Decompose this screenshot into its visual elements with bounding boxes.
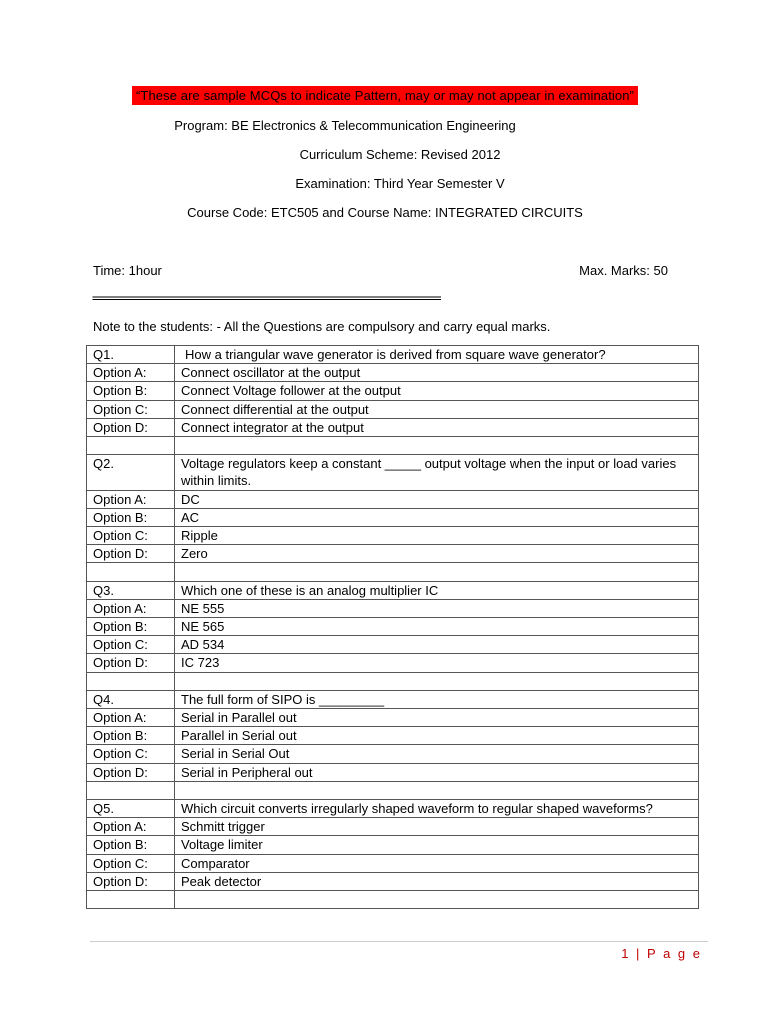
option-label: Option B: — [87, 618, 175, 636]
blank-cell — [87, 563, 175, 581]
option-row — [87, 854, 699, 872]
page-number: 1 — [621, 946, 631, 961]
footer-divider — [90, 941, 708, 942]
option-text: Schmitt trigger — [175, 818, 699, 836]
question-row — [87, 581, 699, 599]
option-row — [87, 527, 699, 545]
option-row — [87, 636, 699, 654]
option-label: Option A: — [87, 364, 175, 382]
option-text: Serial in Serial Out — [175, 745, 699, 763]
option-row — [87, 508, 699, 526]
option-label: Option A: — [87, 490, 175, 508]
program-line: Program: BE Electronics & Telecommunication Engineering — [174, 118, 516, 133]
option-text: Comparator — [175, 854, 699, 872]
blank-row — [87, 672, 699, 690]
option-label: Option D: — [87, 545, 175, 563]
course-line: Course Code: ETC505 and Course Name: INTEGRATED CIRCUITS — [187, 205, 583, 220]
option-text: Voltage limiter — [175, 836, 699, 854]
question-row — [87, 800, 699, 818]
option-row — [87, 400, 699, 418]
option-label: Option B: — [87, 382, 175, 400]
note-to-students: Note to the students: - All the Questions are compulsory and carry equal marks. — [93, 319, 551, 334]
question-row — [87, 455, 699, 490]
option-label: Option C: — [87, 527, 175, 545]
option-label: Option A: — [87, 709, 175, 727]
option-text: AC — [175, 508, 699, 526]
blank-row — [87, 437, 699, 455]
option-text: Zero — [175, 545, 699, 563]
blank-cell — [175, 781, 699, 799]
option-label: Option A: — [87, 818, 175, 836]
option-label: Option A: — [87, 599, 175, 617]
question-text: How a triangular wave generator is derived from square wave generator? — [175, 346, 699, 364]
option-text: Serial in Parallel out — [175, 709, 699, 727]
option-text: Connect differential at the output — [175, 400, 699, 418]
question-text: Which one of these is an analog multiplier IC — [175, 581, 699, 599]
option-label: Option B: — [87, 508, 175, 526]
blank-cell — [175, 437, 699, 455]
option-text: NE 565 — [175, 618, 699, 636]
option-row — [87, 545, 699, 563]
option-row — [87, 818, 699, 836]
option-row — [87, 872, 699, 890]
mcq-table — [86, 345, 699, 909]
max-marks-label: Max. Marks: 50 — [579, 263, 668, 278]
banner-wrapper — [0, 86, 770, 105]
option-row — [87, 382, 699, 400]
option-label: Option C: — [87, 400, 175, 418]
page-label: | P a g e — [636, 946, 702, 961]
option-label: Option B: — [87, 836, 175, 854]
question-row — [87, 346, 699, 364]
option-row — [87, 364, 699, 382]
blank-cell — [87, 891, 175, 909]
blank-cell — [87, 781, 175, 799]
question-row — [87, 690, 699, 708]
question-text: Which circuit converts irregularly shaped waveform to regular shaped waveforms? — [175, 800, 699, 818]
question-text: Voltage regulators keep a constant _____ output voltage when the input or load varies within limits. — [175, 455, 699, 490]
option-text: Connect integrator at the output — [175, 418, 699, 436]
option-row — [87, 654, 699, 672]
sample-disclaimer-banner: “These are sample MCQs to indicate Pattern, may or may not appear in examination” — [132, 86, 638, 105]
blank-row — [87, 781, 699, 799]
question-number: Q1. — [87, 346, 175, 364]
blank-cell — [87, 437, 175, 455]
blank-cell — [175, 563, 699, 581]
option-text: Serial in Peripheral out — [175, 763, 699, 781]
option-text: Connect oscillator at the output — [175, 364, 699, 382]
option-label: Option D: — [87, 654, 175, 672]
option-text: Ripple — [175, 527, 699, 545]
question-number: Q4. — [87, 690, 175, 708]
option-row — [87, 745, 699, 763]
option-label: Option D: — [87, 872, 175, 890]
option-text: DC — [175, 490, 699, 508]
option-row — [87, 727, 699, 745]
blank-row — [87, 891, 699, 909]
separator-line: ==================================================================== — [92, 292, 440, 305]
option-row — [87, 709, 699, 727]
blank-cell — [87, 672, 175, 690]
question-text: The full form of SIPO is _________ — [175, 690, 699, 708]
curriculum-line: Curriculum Scheme: Revised 2012 — [299, 147, 501, 162]
blank-cell — [175, 672, 699, 690]
option-text: AD 534 — [175, 636, 699, 654]
option-text: Peak detector — [175, 872, 699, 890]
question-number: Q5. — [87, 800, 175, 818]
time-label: Time: 1hour — [93, 263, 162, 278]
question-number: Q3. — [87, 581, 175, 599]
option-row — [87, 599, 699, 617]
option-row — [87, 618, 699, 636]
option-row — [87, 418, 699, 436]
option-row — [87, 836, 699, 854]
option-label: Option C: — [87, 854, 175, 872]
option-label: Option B: — [87, 727, 175, 745]
option-row — [87, 490, 699, 508]
option-text: IC 723 — [175, 654, 699, 672]
option-text: Connect Voltage follower at the output — [175, 382, 699, 400]
examination-line: Examination: Third Year Semester V — [295, 176, 505, 191]
option-label: Option C: — [87, 636, 175, 654]
option-text: NE 555 — [175, 599, 699, 617]
option-row — [87, 763, 699, 781]
option-label: Option D: — [87, 418, 175, 436]
option-text: Parallel in Serial out — [175, 727, 699, 745]
question-number: Q2. — [87, 455, 175, 490]
page-footer — [621, 945, 702, 963]
option-label: Option D: — [87, 763, 175, 781]
blank-cell — [175, 891, 699, 909]
blank-row — [87, 563, 699, 581]
option-label: Option C: — [87, 745, 175, 763]
mcq-table-body — [87, 346, 699, 909]
